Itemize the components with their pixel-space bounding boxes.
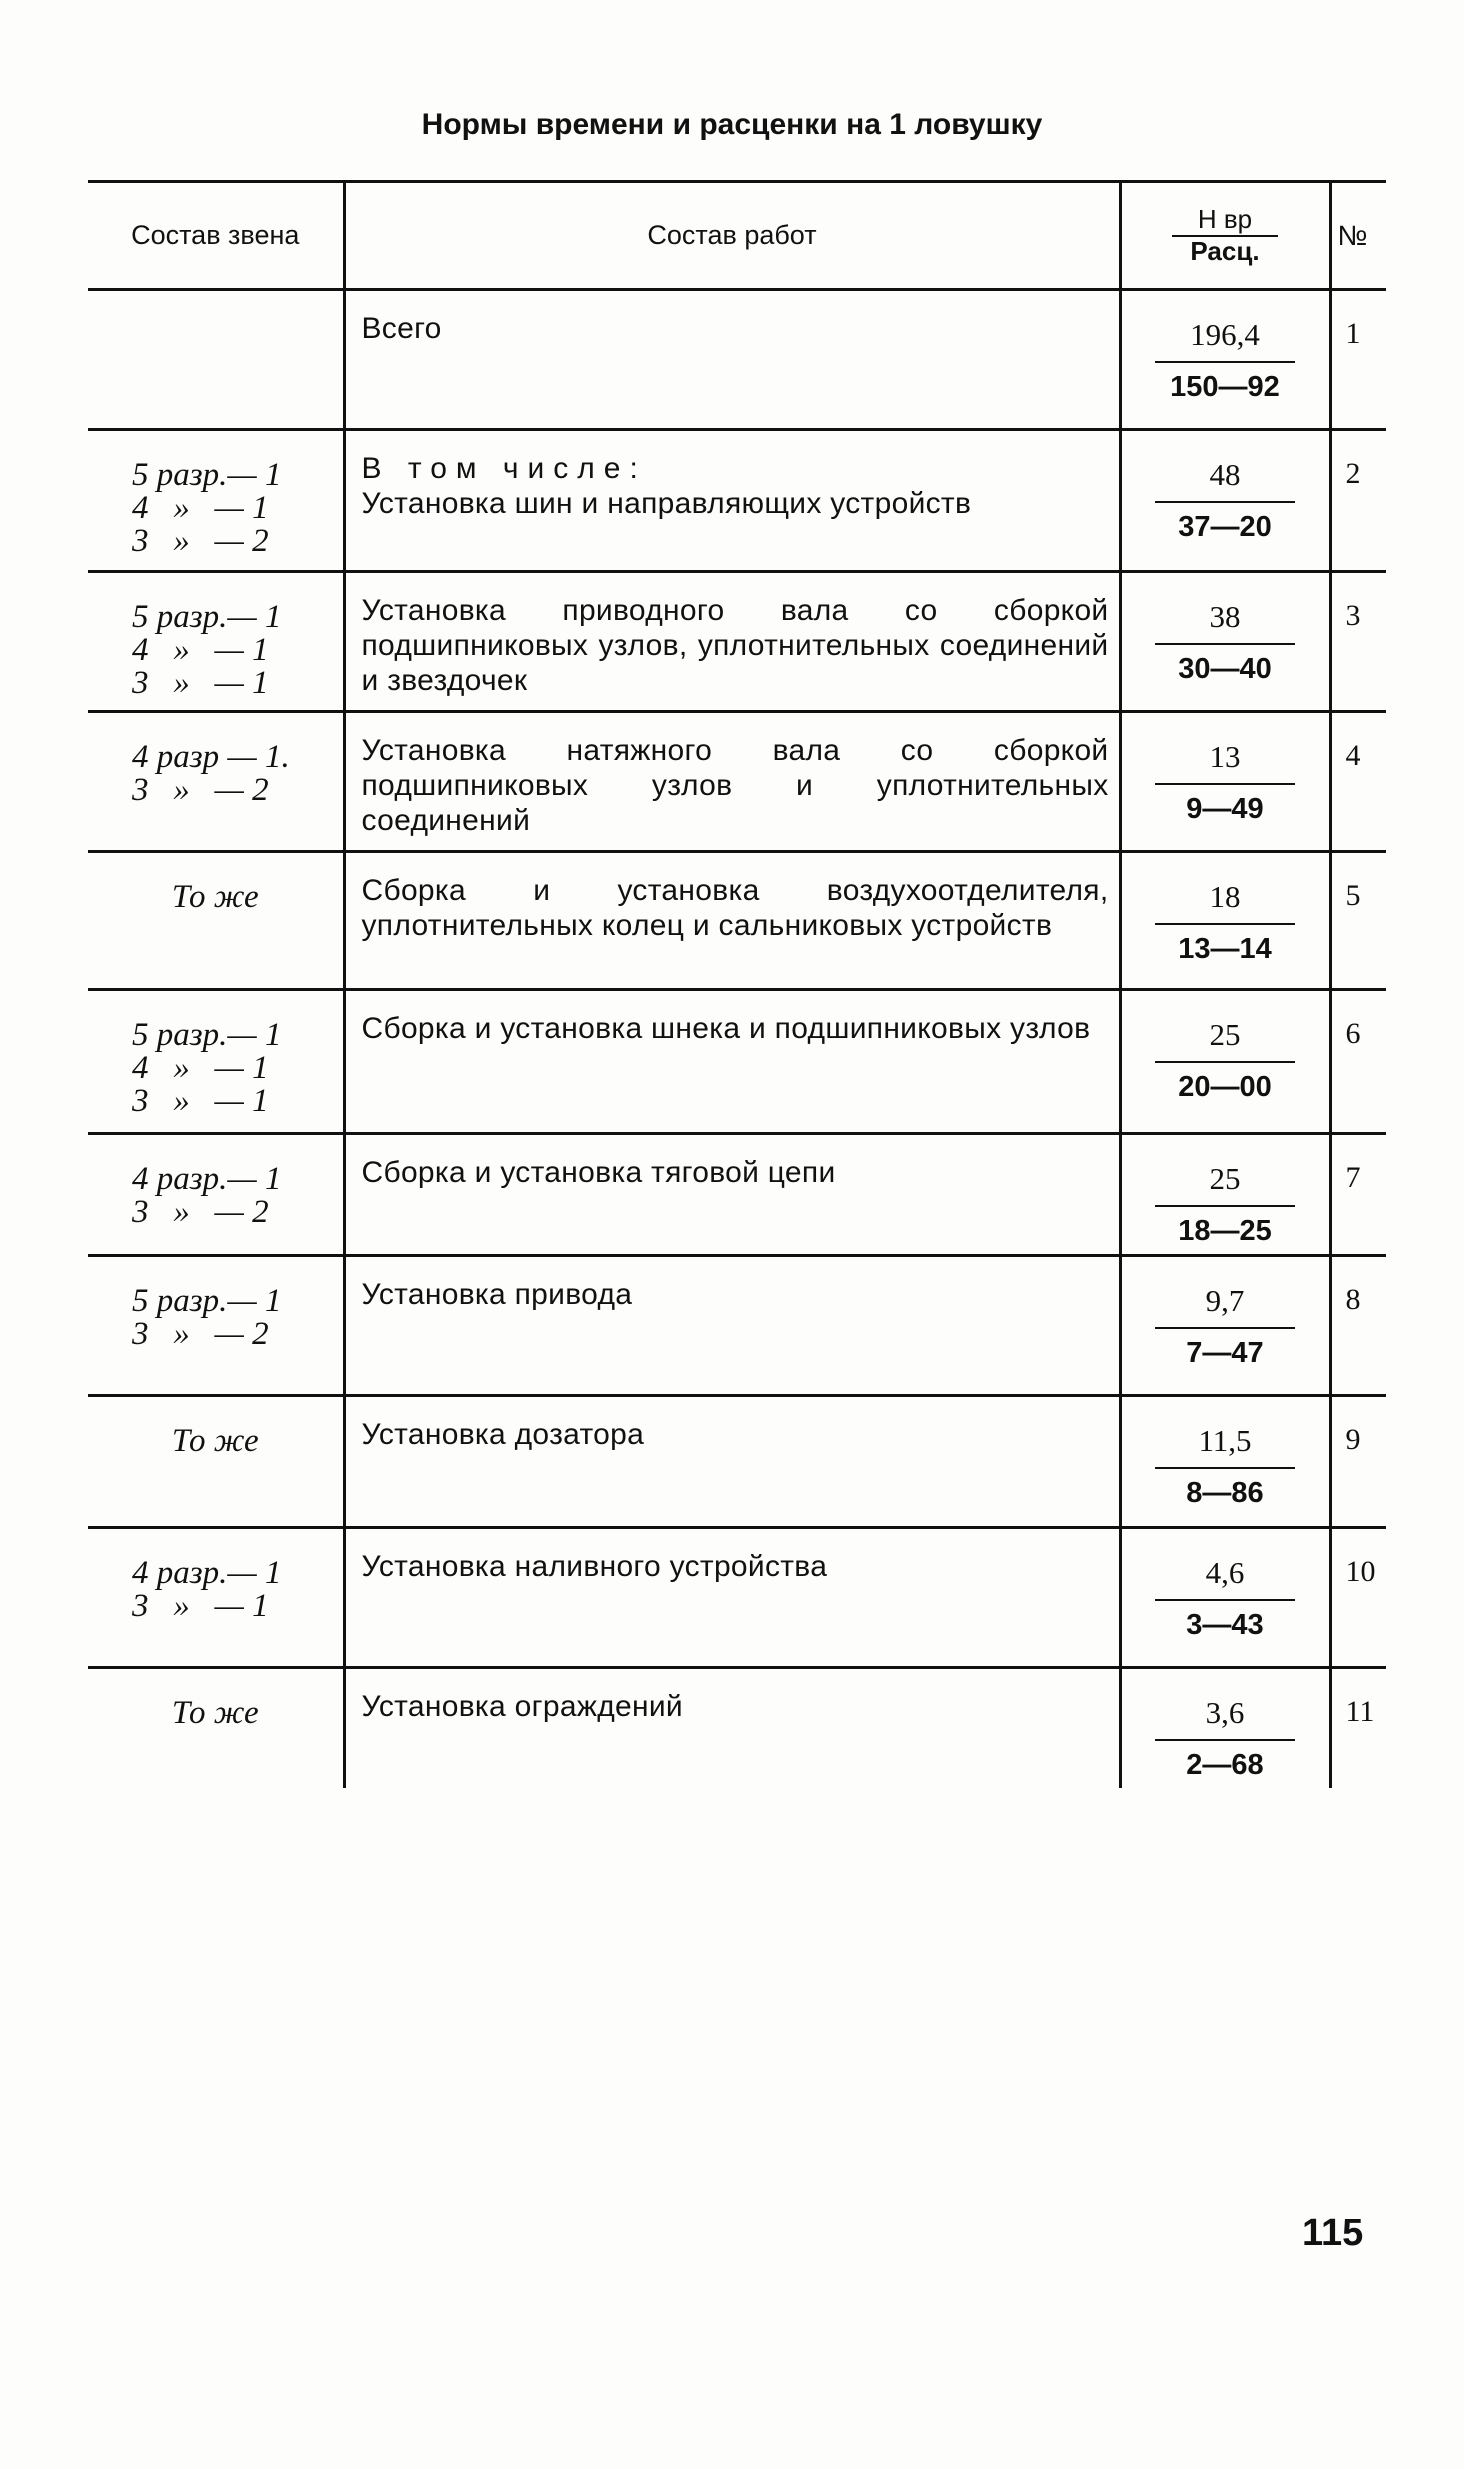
rate-value: 2—68 <box>1186 1749 1264 1781</box>
norm-rate-cell <box>1120 290 1330 430</box>
row-number: 6 <box>1330 990 1386 1134</box>
row-number: 1 <box>1330 290 1386 430</box>
work-description: Установка ограждений <box>361 1690 683 1723</box>
crew-cell: То же <box>88 1396 344 1528</box>
table-row <box>88 852 1386 990</box>
rate-value: 8—86 <box>1186 1477 1264 1509</box>
norm-rate-cell <box>1120 1134 1330 1256</box>
work-cell <box>344 1396 1120 1528</box>
norm-rate-cell <box>1120 852 1330 990</box>
norm-rate-cell <box>1120 990 1330 1134</box>
table-row <box>88 1668 1386 1788</box>
rate-value: 30—40 <box>1178 653 1272 685</box>
row-number: 7 <box>1330 1134 1386 1256</box>
crew-cell: 5 разр.— 1 4 » — 1 3 » — 1 <box>88 572 344 712</box>
header-crew: Состав звена <box>88 182 344 290</box>
norms-table <box>88 180 1386 1788</box>
time-norm: 25 <box>1155 1017 1295 1063</box>
norm-rate-cell <box>1120 572 1330 712</box>
row-number: 4 <box>1330 712 1386 852</box>
crew-cell: То же <box>88 852 344 990</box>
work-description: Сборка и установка шнека и подшипниковых узлов <box>361 1012 1091 1045</box>
crew-cell: То же <box>88 1668 344 1788</box>
norm-rate-cell <box>1120 1256 1330 1396</box>
work-cell <box>344 852 1120 990</box>
norm-rate-cell <box>1120 712 1330 852</box>
header-work: Состав работ <box>344 182 1120 290</box>
rate-value: 13—14 <box>1178 933 1272 965</box>
crew-cell <box>88 290 344 430</box>
work-cell <box>344 572 1120 712</box>
header-rate: Расц. <box>1190 235 1260 266</box>
header-number: № <box>1330 182 1386 290</box>
table-row <box>88 1396 1386 1528</box>
rate-value: 3—43 <box>1186 1609 1264 1641</box>
row-number: 10 <box>1330 1528 1386 1668</box>
header-row <box>88 182 1386 290</box>
row-number: 8 <box>1330 1256 1386 1396</box>
table-row <box>88 572 1386 712</box>
time-norm: 38 <box>1155 599 1295 645</box>
header-norm-rate <box>1120 182 1330 290</box>
time-norm: 25 <box>1155 1161 1295 1207</box>
table-row <box>88 1528 1386 1668</box>
table-row <box>88 430 1386 572</box>
work-intro: В том числе: <box>361 452 647 485</box>
norm-rate-cell <box>1120 1396 1330 1528</box>
work-description: Установка приводного вала со сборкой подшипниковых узлов, уплотнительных соединений и звездочек <box>361 594 1109 697</box>
work-description: Установка натяжного вала со сборкой подшипниковых узлов и уплотнительных соединений <box>361 734 1109 837</box>
work-cell <box>344 712 1120 852</box>
work-description: Установка дозатора <box>361 1418 645 1451</box>
time-norm: 9,7 <box>1155 1283 1295 1329</box>
work-description: Установка шин и направляющих устройств <box>361 487 972 520</box>
table-row <box>88 712 1386 852</box>
rate-value: 37—20 <box>1178 511 1272 543</box>
work-cell <box>344 1528 1120 1668</box>
time-norm: 48 <box>1155 457 1295 503</box>
work-description: Всего <box>361 312 442 345</box>
crew-cell: 5 разр.— 1 4 » — 1 3 » — 1 <box>88 990 344 1134</box>
work-description: Установка привода <box>361 1278 633 1311</box>
rate-value: 150—92 <box>1170 371 1280 403</box>
work-description: Сборка и установка тяговой цепи <box>361 1156 836 1189</box>
table-row <box>88 1256 1386 1396</box>
table-title: Нормы времени и расценки на 1 ловушку <box>421 108 1043 141</box>
norm-rate-cell <box>1120 1668 1330 1788</box>
norm-rate-cell <box>1120 1528 1330 1668</box>
work-cell <box>344 1668 1120 1788</box>
time-norm: 4,6 <box>1155 1555 1295 1601</box>
work-description: Сборка и установка воздухоотделителя, уплотнительных колец и сальниковых устройств <box>361 874 1109 942</box>
table-row <box>88 990 1386 1134</box>
work-cell <box>344 430 1120 572</box>
table-row <box>88 1134 1386 1256</box>
crew-cell: 4 разр — 1. 3 » — 2 <box>88 712 344 852</box>
work-cell <box>344 990 1120 1134</box>
work-cell <box>344 1134 1120 1256</box>
table-row <box>88 290 1386 430</box>
time-norm: 11,5 <box>1155 1423 1295 1469</box>
crew-cell: 4 разр.— 1 3 » — 2 <box>88 1134 344 1256</box>
row-number: 9 <box>1330 1396 1386 1528</box>
row-number: 11 <box>1330 1668 1386 1788</box>
time-norm: 3,6 <box>1155 1695 1295 1741</box>
time-norm: 13 <box>1155 739 1295 785</box>
page-number: 115 <box>1302 2212 1364 2254</box>
rate-value: 18—25 <box>1178 1215 1272 1247</box>
time-norm: 18 <box>1155 879 1295 925</box>
header-norm: Н вр <box>1172 205 1278 237</box>
rate-value: 7—47 <box>1186 1337 1264 1369</box>
crew-cell: 5 разр.— 1 4 » — 1 3 » — 2 <box>88 430 344 572</box>
work-cell <box>344 290 1120 430</box>
crew-cell: 4 разр.— 1 3 » — 1 <box>88 1528 344 1668</box>
row-number: 2 <box>1330 430 1386 572</box>
work-cell <box>344 1256 1120 1396</box>
work-description: Установка наливного устройства <box>361 1550 828 1583</box>
norm-rate-cell <box>1120 430 1330 572</box>
row-number: 3 <box>1330 572 1386 712</box>
rate-value: 9—49 <box>1186 793 1264 825</box>
rate-value: 20—00 <box>1178 1071 1272 1103</box>
time-norm: 196,4 <box>1155 317 1295 363</box>
crew-cell: 5 разр.— 1 3 » — 2 <box>88 1256 344 1396</box>
row-number: 5 <box>1330 852 1386 990</box>
